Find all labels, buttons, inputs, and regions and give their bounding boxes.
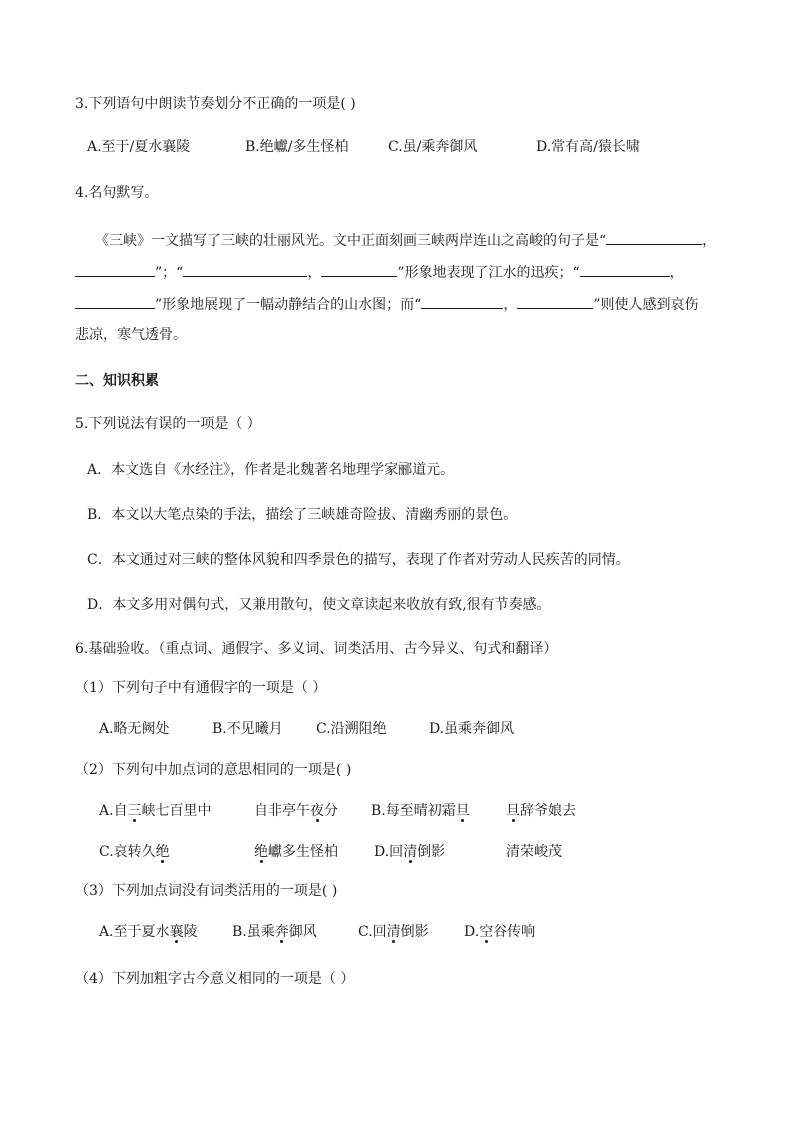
question-6-1-stem: （1）下列句子中有通假字的一项是（ ） <box>75 680 327 696</box>
blank-4[interactable] <box>321 262 397 277</box>
question-3-option-b: B.绝巘/多生怪柏 <box>245 139 349 155</box>
dotted-char: 旦 <box>455 803 470 819</box>
question-6-stem: 6.基础验收。（重点词、通假字、多义词、词类活用、古今异义、句式和翻译） <box>75 641 558 657</box>
question-4-paragraph-line-2: ”；“ ， ”形象地表现了江水的迅疾；“ ， <box>75 262 684 283</box>
question-6-2-option-a-1: A.自三峡七百里中 <box>99 803 212 819</box>
question-6-3-option-a: A.至于夏水襄陵 <box>99 924 198 940</box>
dotted-char: 空 <box>479 924 494 940</box>
question-5-option-a: A．本文选自《水经注》，作者是北魏著名地理学家郦道元。 <box>87 462 455 478</box>
dotted-char: 清 <box>386 924 401 940</box>
question-5-option-d: D．本文多用对偶句式，又兼用散句，使文章读起来收放有致,很有节奏感。 <box>87 597 551 613</box>
question-5-stem: 5.下列说法有误的一项是（ ） <box>75 416 261 432</box>
dotted-char: 绝 <box>155 844 170 860</box>
question-3-option-c: C.虽/乘奔御风 <box>388 139 478 155</box>
section-2-title: 二、知识积累 <box>75 373 159 389</box>
question-6-3-option-b: B.虽乘奔御风 <box>232 924 317 940</box>
question-6-1-option-b: B.不见曦月 <box>212 721 283 737</box>
question-6-1-option-c: C.沿溯阻绝 <box>316 721 387 737</box>
dotted-char: 三 <box>127 803 142 819</box>
dotted-char: 清 <box>403 844 418 860</box>
blank-8[interactable] <box>517 294 593 309</box>
question-6-2-option-d-2: 清荣峻茂 <box>506 844 562 860</box>
question-4-stem: 4.名句默写。 <box>75 185 159 201</box>
question-3-option-d: D.常有高/猿长啸 <box>536 139 640 155</box>
dotted-char: 夜 <box>310 803 324 819</box>
blank-7[interactable] <box>421 294 503 309</box>
dotted-char: 旦 <box>506 803 520 819</box>
question-6-2-option-d-1: D.回清倒影 <box>374 844 446 860</box>
question-6-2-option-c-2: 绝巘多生怪柏 <box>254 844 338 860</box>
question-3-stem: 3.下列语句中朗读节奏划分不正确的一项是( ) <box>75 96 356 112</box>
question-6-2-option-c-1: C.哀转久绝 <box>99 844 170 860</box>
question-5-option-c: C．本文通过对三峡的整体风貌和四季景色的描写，表现了作者对劳动人民疾苦的同情。 <box>87 552 630 568</box>
blank-5[interactable] <box>580 262 670 277</box>
question-6-2-option-b-1: B.每至晴初霜旦 <box>371 803 470 819</box>
question-6-3-stem: （3）下列加点词没有词类活用的一项是( ) <box>75 883 338 899</box>
question-6-3-option-d: D.空谷传响 <box>464 924 536 940</box>
question-6-3-option-c: C.回清倒影 <box>358 924 429 940</box>
question-4-paragraph-line-4: 悲凉，寒气透骨。 <box>75 327 187 343</box>
dotted-char: 襄 <box>169 924 184 940</box>
question-6-1-option-a: A.略无阙处 <box>99 721 170 737</box>
question-4-paragraph-line-1: 《三峡》一文描写了三峡的壮丽风光。文中正面刻画三峡两岸连山之高峻的句子是“ ， <box>95 230 716 251</box>
dotted-char: 奔 <box>274 924 289 940</box>
dotted-char: 绝 <box>254 844 268 860</box>
blank-6[interactable] <box>75 294 155 309</box>
question-6-4-stem: （4）下列加粗字古今意义相同的一项是（ ） <box>75 971 355 987</box>
question-5-option-b: B．本文以大笔点染的手法，描绘了三峡雄奇险拔、清幽秀丽的景色。 <box>87 507 518 523</box>
blank-2[interactable] <box>75 262 155 277</box>
question-6-2-option-a-2: 自非亭午夜分 <box>254 803 338 819</box>
question-3-option-a: A.至于/夏水襄陵 <box>87 139 191 155</box>
blank-3[interactable] <box>183 262 307 277</box>
question-6-2-stem: （2）下列句中加点词的意思相同的一项是( ) <box>75 762 352 778</box>
blank-1[interactable] <box>606 230 702 245</box>
question-6-2-option-b-2: 旦辞爷娘去 <box>506 803 576 819</box>
question-6-1-option-d: D.虽乘奔御风 <box>429 721 515 737</box>
question-4-paragraph-line-3: ”形象地展现了一幅动静结合的山水图；而“ ， ”则使人感到哀伤 <box>75 294 699 315</box>
